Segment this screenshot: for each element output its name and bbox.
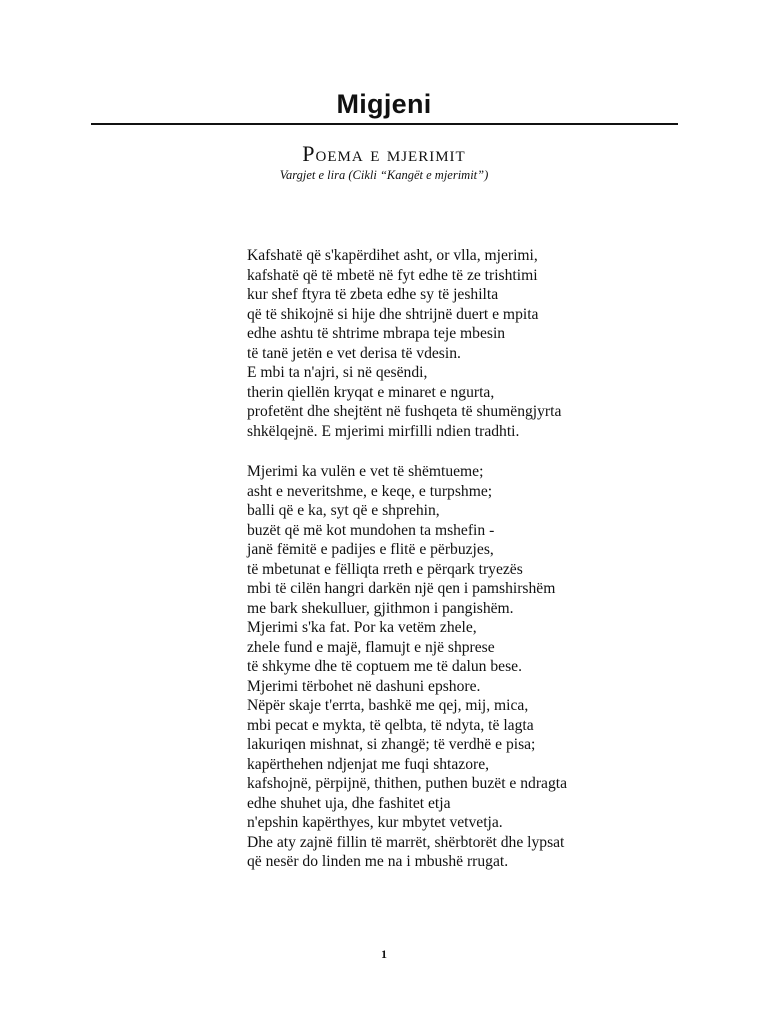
poem-line: Mjerimi ka vulën e vet të shëmtueme; (247, 463, 484, 480)
poem-line: mbi pecat e mykta, të qelbta, të ndyta, të lagta (247, 716, 534, 734)
poem-line: asht e neveritshme, e keqe, e turpshme; (247, 482, 493, 500)
poem-line: kafshatë që të mbetë në fyt edhe të ze trishtimi (247, 266, 538, 284)
poem-line: kur shef ftyra të zbeta edhe sy të jeshilta (247, 286, 499, 303)
header-divider (91, 123, 678, 125)
poem-line: të shkyme dhe të coptuem me të dalun bese. (247, 658, 522, 675)
poem-line: buzët që më kot mundohen ta mshefin - (247, 521, 495, 539)
poem-subtitle: Vargjet e lira (Cikli “Kangët e mjerimit”) (279, 168, 489, 182)
poem-line: me bark shekulluer, gjithmon i pangishëm. (247, 599, 514, 617)
poem-line: edhe ashtu të shtrime mbrapa teje mbesin (247, 325, 506, 342)
poem-line: balli që e ka, syt që e shprehin, (247, 502, 440, 519)
poem-line: E mbi ta n'ajri, si në qesëndi, (247, 364, 428, 381)
poem-line: të mbetunat e fëlliqta rreth e përqark tryezës (247, 560, 523, 578)
poem-line: Dhe aty zajnë fillin të marrët, shërbtorët dhe lypsat (247, 833, 565, 851)
poem-line: shkëlqejnë. E mjerimi mirfilli ndien tradhti. (247, 422, 520, 440)
poem-line: n'epshin kapërthyes, kur mbytet vetvetja. (247, 814, 503, 831)
poem-line: Mjerimi s'ka fat. Por ka vetëm zhele, (247, 619, 477, 636)
poem-line: kafshojnë, përpijnë, thithen, puthen buzët e ndragta (247, 775, 567, 792)
poem-line: zhele fund e majë, flamujt e një shprese (247, 638, 495, 656)
poem-line: profetënt dhe shejtënt në fushqeta të shumëngjyrta (247, 403, 562, 420)
poem-line: kapërthehen ndjenjat me fuqi shtazore, (247, 755, 490, 773)
poem-line: që nesër do linden me na i mbushë rrugat. (247, 853, 509, 870)
poem-title: Poema e mjerimit (302, 141, 466, 166)
poem-line: lakuriqen mishnat, si zhangë; të verdhë e pisa; (247, 736, 536, 753)
stanza-1 (247, 246, 707, 441)
poem-line: të tanë jetën e vet derisa të vdesin. (247, 344, 461, 362)
page-number: 1 (381, 947, 387, 961)
stanza-2 (247, 462, 707, 872)
poem-line: edhe shuhet uja, dhe fashitet etja (247, 794, 451, 812)
poem-line: therin qiellën kryqat e minaret e ngurta, (247, 383, 495, 401)
author-name: Migjeni (336, 89, 432, 119)
poem-line: Kafshatë që s'kapërdihet asht, or vlla, mjerimi, (247, 247, 538, 264)
poem-line: Mjerimi tërbohet në dashuni epshore. (247, 677, 481, 695)
poem-line: që të shikojnë si hije dhe shtrijnë duert e mpita (247, 305, 539, 323)
poem-line: janë fëmitë e padijes e flitë e përbuzjes, (247, 541, 494, 558)
poem-line: Nëpër skaje t'errta, bashkë me qej, mij, mica, (247, 697, 529, 714)
poem-line: mbi të cilën hangri darkën një qen i pamshirshëm (247, 580, 556, 597)
